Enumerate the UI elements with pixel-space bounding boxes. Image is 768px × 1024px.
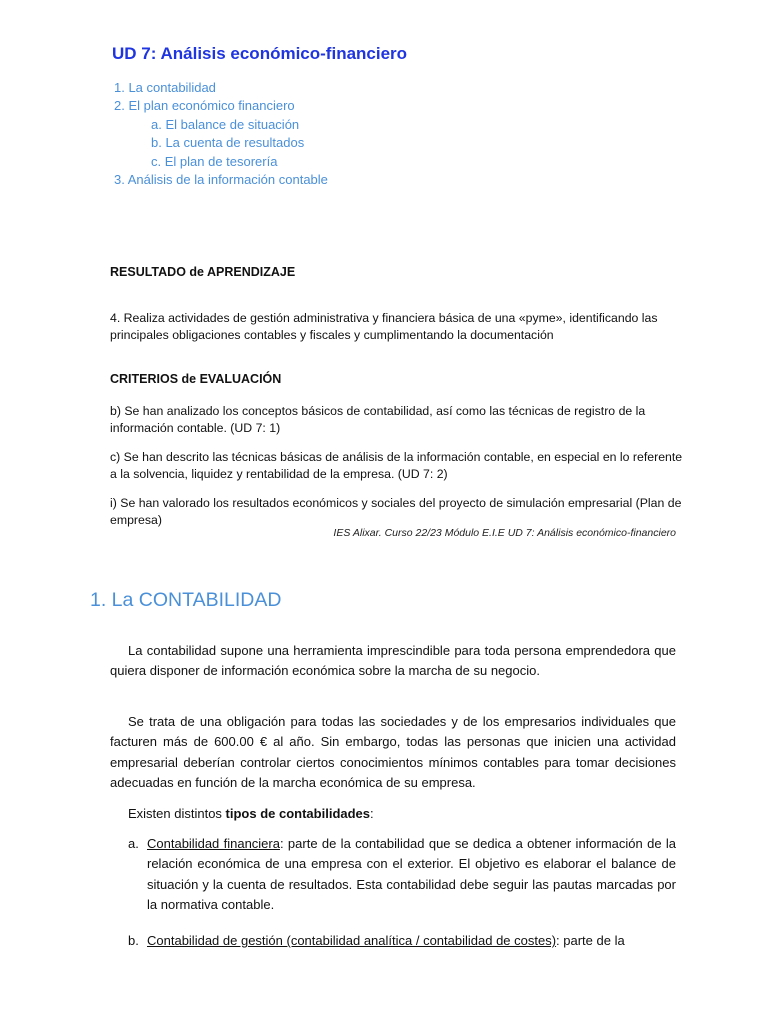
resultado-text: 4. Realiza actividades de gestión administrativa y financiera básica de una «pyme», identificando las principales obligaciones contables y fiscales y cumplimentando la documentación bbox=[110, 311, 658, 342]
paragraph-tipos bbox=[110, 804, 676, 824]
criterio-item: i) Se han valorado los resultados económicos y sociales del proyecto de simulación empresarial (Plan de empresa) bbox=[110, 496, 682, 527]
list-text: : parte de la bbox=[556, 933, 625, 948]
text-run: Existen distintos bbox=[128, 806, 226, 821]
list-item bbox=[128, 931, 676, 951]
toc-item[interactable]: 2. El plan económico financiero bbox=[114, 98, 295, 114]
list-marker: a. bbox=[128, 836, 139, 851]
table-of-contents bbox=[114, 79, 328, 189]
paragraph: La contabilidad supone una herramienta imprescindible para toda persona emprendedora que quiera disponer de información económica sobre la marcha de su negocio. bbox=[110, 643, 676, 679]
list-marker: b. bbox=[128, 933, 139, 948]
underlined-term: Contabilidad de gestión (contabilidad analítica / contabilidad de costes) bbox=[147, 933, 557, 948]
text-run: : bbox=[370, 806, 374, 821]
paragraph: Se trata de una obligación para todas las sociedades y de los empresarios individuales que facturen más de 600.00 € al año. Sin embargo, todas las personas que inicien una actividad empresarial deberían controlar ciertos conocimientos mínimos contables para tomar decisiones adecuadas en función de la marcha económica de su empresa. bbox=[110, 714, 676, 791]
list-content bbox=[128, 931, 676, 951]
toc-subitem[interactable]: b. La cuenta de resultados bbox=[151, 135, 305, 151]
resultado-heading: RESULTADO de APRENDIZAJE bbox=[110, 265, 296, 279]
toc-item[interactable]: 3. Análisis de la información contable bbox=[114, 172, 328, 188]
document-title: UD 7: Análisis económico-financiero bbox=[112, 44, 408, 63]
section-heading-contabilidad: 1. La CONTABILIDAD bbox=[90, 589, 282, 611]
footer-note: IES Alixar. Curso 22/23 Módulo E.I.E UD 7: Análisis económico-financiero bbox=[333, 527, 676, 539]
list-text: : parte de la contabilidad que se dedica a obtener información de la relación económica de una empresa con el exterior. El objetivo es elaborar el balance de situación y la cuenta de resultados. Esta contabilidad debe seguir las pautas marcadas por la normativa contable. bbox=[147, 836, 676, 913]
list-item bbox=[128, 834, 676, 916]
toc-subitem[interactable]: a. El balance de situación bbox=[151, 116, 300, 132]
criterio-item: b) Se han analizado los conceptos básicos de contabilidad, así como las técnicas de registro de la información contable. (UD 7: 1) bbox=[110, 404, 646, 435]
bold-term: tipos de contabilidades bbox=[225, 806, 371, 821]
criterio-item: c) Se han descrito las técnicas básicas de análisis de la información contable, en especial en lo referente a la solvencia, liquidez y rentabilidad de la empresa. (UD 7: 2) bbox=[110, 450, 683, 481]
list-content bbox=[128, 834, 676, 916]
toc-subitem[interactable]: c. El plan de tesorería bbox=[151, 153, 278, 169]
toc-item[interactable]: 1. La contabilidad bbox=[114, 80, 216, 95]
underlined-term: Contabilidad financiera bbox=[147, 836, 280, 851]
criterios-heading: CRITERIOS de EVALUACIÓN bbox=[110, 372, 282, 386]
